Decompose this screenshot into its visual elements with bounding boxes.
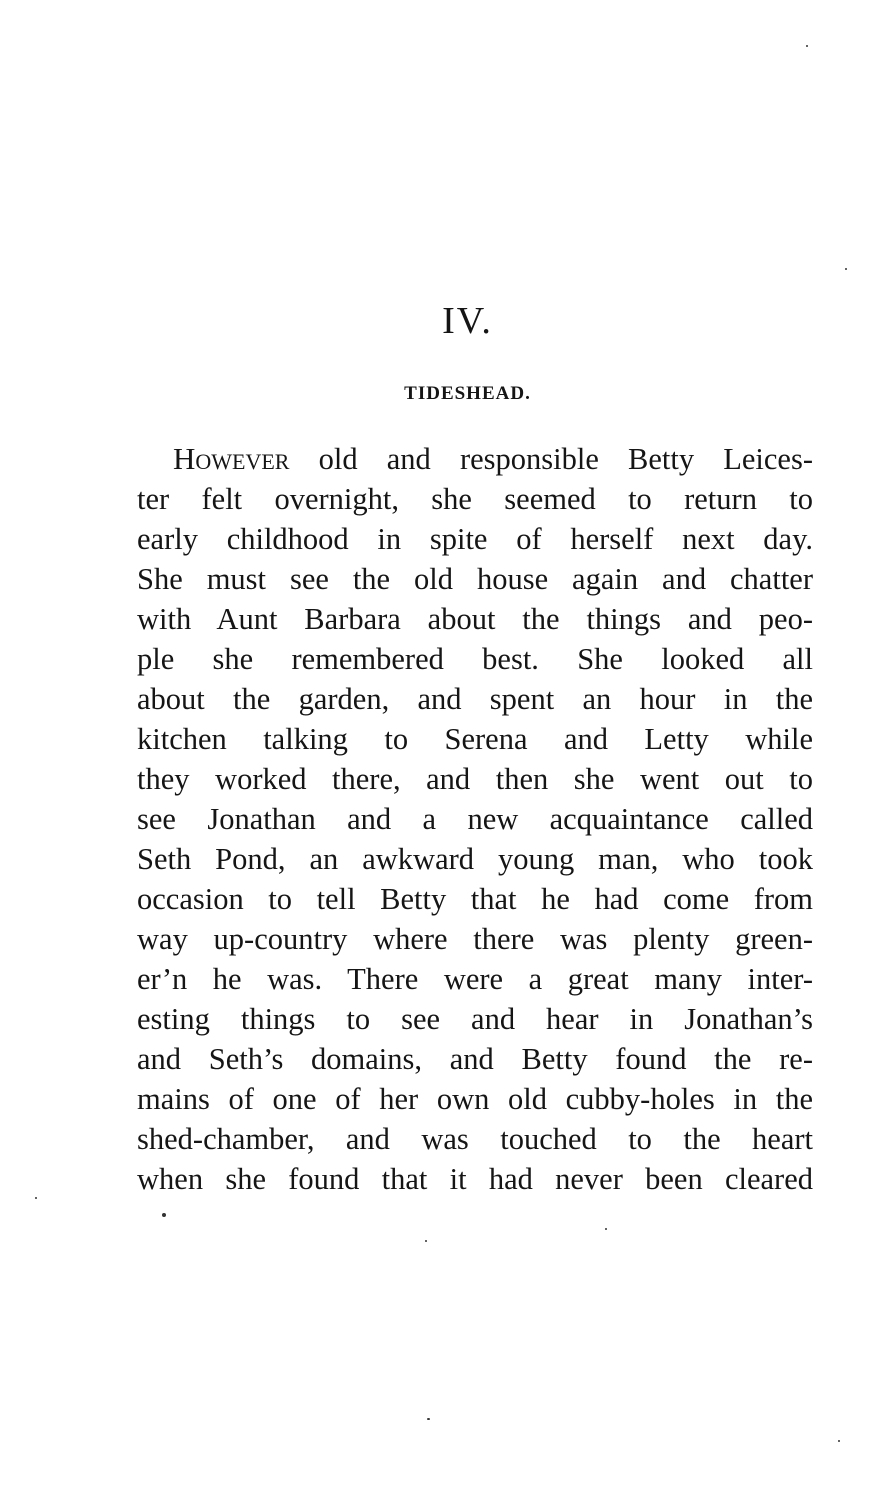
scan-speck <box>427 1418 430 1420</box>
text-line: ter felt overnight, she seemed to return to <box>137 482 813 516</box>
text-line: She must see the old house again and chatter <box>137 562 813 596</box>
text-line: early childhood in spite of herself next day. <box>137 522 813 556</box>
chapter-title: TIDESHEAD. <box>404 383 531 404</box>
text-line: esting things to see and hear in Jonathan’s <box>137 1002 813 1036</box>
text-line: see Jonathan and a new acquaintance called <box>137 802 813 836</box>
chapter-number: IV. <box>442 300 493 342</box>
text-line: and Seth’s domains, and Betty found the re- <box>137 1042 813 1076</box>
text-line: shed-chamber, and was touched to the heart <box>137 1122 813 1156</box>
text-line: when she found that it had never been cleared <box>137 1162 813 1196</box>
text-line: they worked there, and then she went out to <box>137 762 813 796</box>
text-line: Seth Pond, an awkward young man, who took <box>137 842 813 876</box>
text-line: er’n he was. There were a great many inter- <box>137 962 813 996</box>
text-line: about the garden, and spent an hour in the <box>137 682 813 716</box>
scan-speck <box>425 1240 427 1242</box>
text-line: way up-country where there was plenty green- <box>137 922 813 956</box>
text-line <box>137 439 813 479</box>
text-line: ple she remembered best. She looked all <box>137 642 813 676</box>
text-line: with Aunt Barbara about the things and peo- <box>137 602 813 636</box>
text-line-rest: old and responsible Betty Leices- <box>289 442 813 476</box>
scan-speck <box>845 268 847 270</box>
text-line: occasion to tell Betty that he had come from <box>137 882 813 916</box>
text-line: kitchen talking to Serena and Letty while <box>137 722 813 756</box>
scan-speck <box>35 1197 37 1199</box>
scan-speck <box>806 45 808 47</box>
scan-speck <box>162 1213 166 1217</box>
body-paragraph <box>137 439 813 1199</box>
lead-word: However <box>173 441 290 476</box>
text-line: mains of one of her own old cubby-holes in the <box>137 1082 813 1116</box>
scan-speck <box>838 1440 840 1442</box>
scan-speck <box>605 1228 607 1230</box>
